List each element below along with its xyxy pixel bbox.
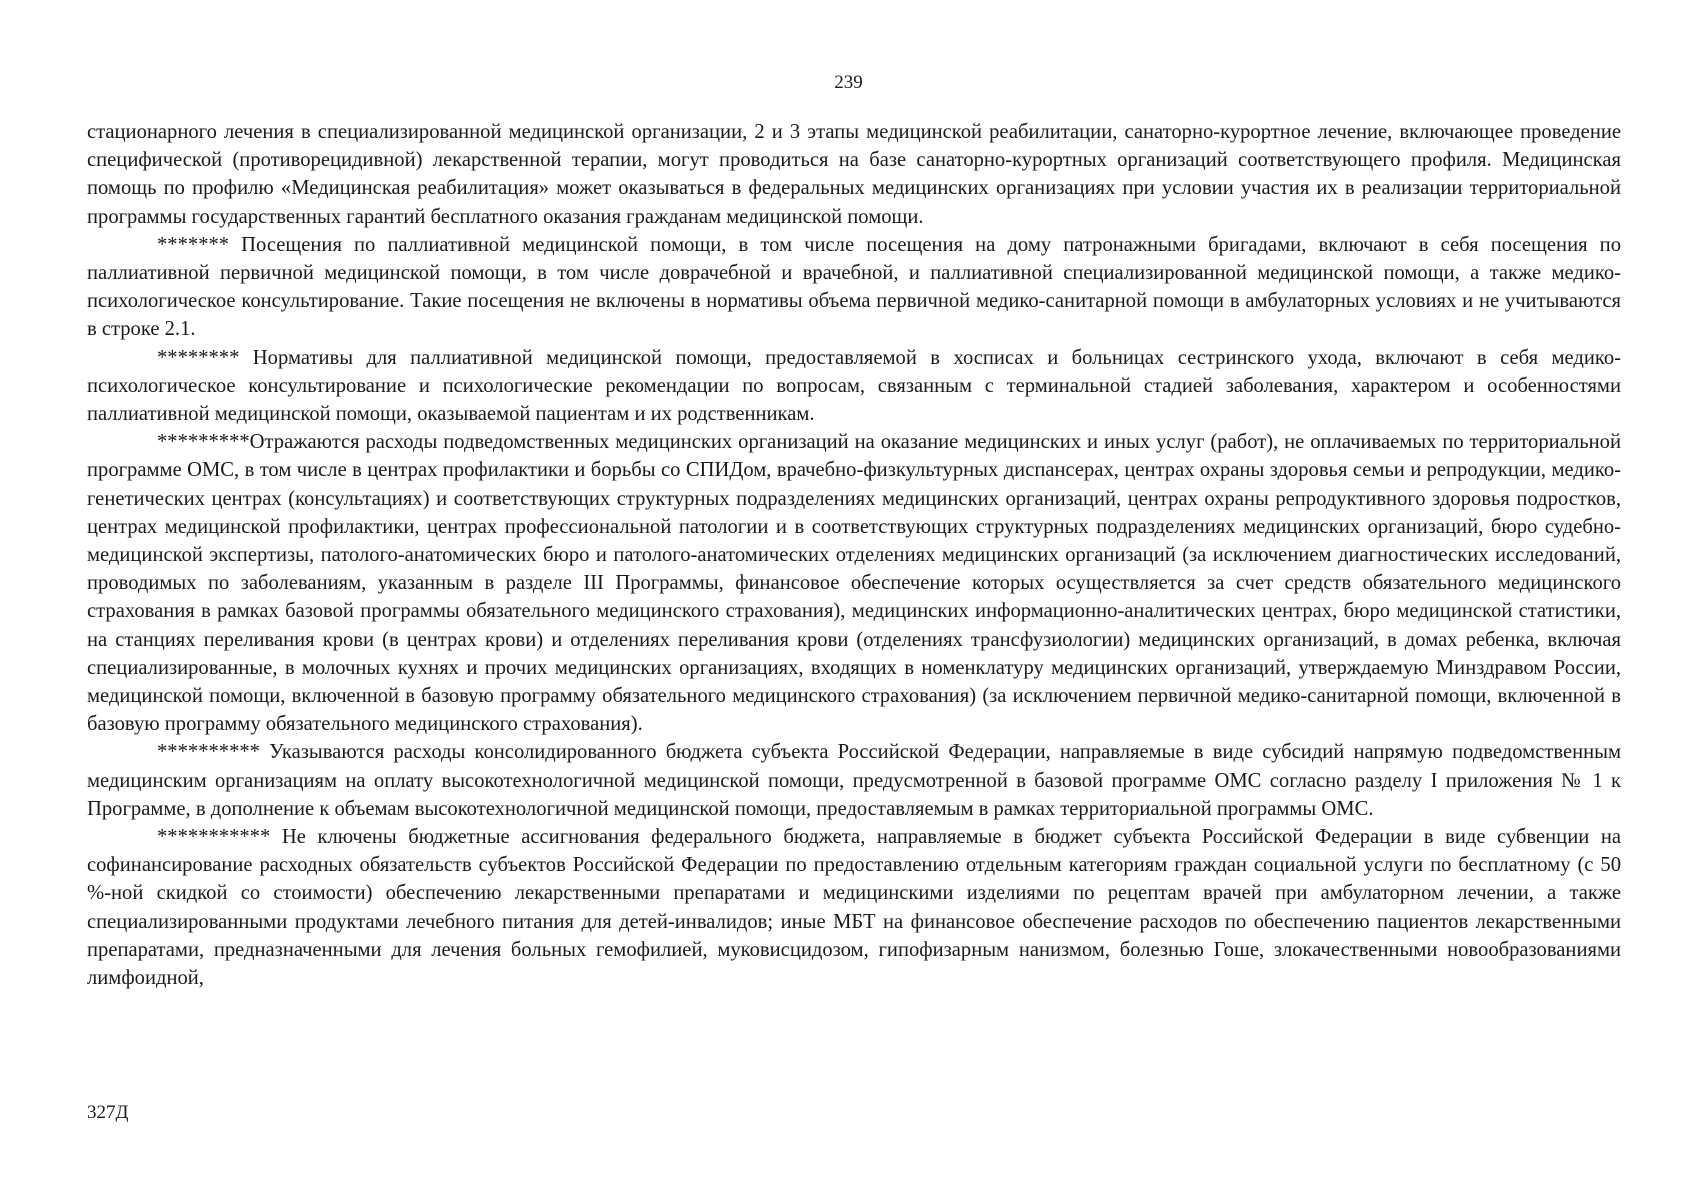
paragraph-continuation: стационарного лечения в специализированной медицинской организации, 2 и 3 этапы медицинской реабилитации, санаторно-курортное лечение, включающее проведение специфической (противорецидивной) лекарственной терапии, могут проводиться на базе санаторно-курортных организаций соответствующего профиля. Медицинская помощь по профилю «Медицинская реабилитация» может оказываться в федеральных медицинских организациях при условии участия их в реализации территориальной программы государственных гарантий бесплатного оказания гражданам медицинской помощи.: [87, 121, 1621, 228]
document-body: [87, 118, 1621, 992]
footnote-7-stars: ******* Посещения по паллиативной медицинской помощи, в том числе посещения на дому патронажными бригадами, включают в себя посещения по паллиативной первичной медицинской помощи, в том числе доврачебной и врачебной, и паллиативной специализированной медицинской помощи, а также медико-психологическое консультирование. Такие посещения не включены в нормативы объема первичной медико-санитарной помощи в амбулаторных условиях и не учитываются в строке 2.1.: [87, 233, 1621, 341]
footnote-9-stars: *********Отражаются расходы подведомственных медицинских организаций на оказание медицинских и иных услуг (работ), не оплачиваемых по территориальной программе ОМС, в том числе в центрах профилактики и борьбы со СПИДом, врачебно-физкультурных диспансерах, центрах охраны здоровья семьи и репродукции, медико-генетических центрах (консультациях) и соответствующих структурных подразделениях медицинских организаций, центрах охраны репродуктивного здоровья подростков, центрах медицинской профилактики, центрах профессиональной патологии и в соответствующих структурных подразделениях медицинских организаций, бюро судебно-медицинской экспертизы, патолого-анатомических бюро и патолого-анатомических отделениях медицинских организаций (за исключением диагностических исследований, проводимых по заболеваниям, указанным в разделе III Программы, финансовое обеспечение которых осуществляется за счет средств обязательного медицинского страхования в рамках базовой программы обязательного медицинского страхования), медицинских информационно-аналитических центрах, бюро медицинской статистики, на станциях переливания крови (в центрах крови) и отделениях переливания крови (отделениях трансфузиологии) медицинских организаций, в домах ребенка, включая специализированные, в молочных кухнях и прочих медицинских организациях, входящих в номенклатуру медицинских организаций, утверждаемую Минздравом России, медицинской помощи, включенной в базовую программу обязательного медицинского страхования) (за исключением первичной медико-санитарной помощи, включенной в базовую программу обязательного медицинского страхования).: [87, 431, 1621, 736]
document-code: 327Д: [87, 1102, 129, 1123]
footnote-8-stars: ******** Нормативы для паллиативной медицинской помощи, предоставляемой в хосписах и больницах сестринского ухода, включают в себя медико-психологическое консультирование и психологические рекомендации по вопросам, связанным с терминальной стадией заболевания, характером и особенностями паллиативной медицинской помощи, оказываемой пациентам и их родственникам.: [87, 346, 1621, 426]
footnote-11-stars: *********** Не ключены бюджетные ассигнования федерального бюджета, направляемые в бюджет субъекта Российской Федерации в виде субвенции на софинансирование расходных обязательств субъектов Российской Федерации по предоставлению отдельным категориям граждан социальной услуги по бесплатному (с 50 %-ной скидкой со стоимости) обеспечению лекарственными препаратами и медицинскими изделиями по рецептам врачей при амбулаторном лечении, а также специализированными продуктами лечебного питания для детей-инвалидов; иные МБТ на финансовое обеспечение расходов по обеспечению пациентов лекарственными препаратами, предназначенными для лечения больных гемофилией, муковисцидозом, гипофизарным нанизмом, болезнью Гоше, злокачественными новообразованиями лимфоидной,: [87, 826, 1621, 990]
footnote-10-stars: ********** Указываются расходы консолидированного бюджета субъекта Российской Федерации, направляемые в виде субсидий напрямую подведомственным медицинским организациям на оплату высокотехнологичной медицинской помощи, предусмотренной в базовой программе ОМС согласно разделу I приложения № 1 к Программе, в дополнение к объемам высокотехнологичной медицинской помощи, предоставляемым в рамках территориальной программы ОМС.: [87, 741, 1621, 820]
page-number: 239: [834, 72, 863, 93]
